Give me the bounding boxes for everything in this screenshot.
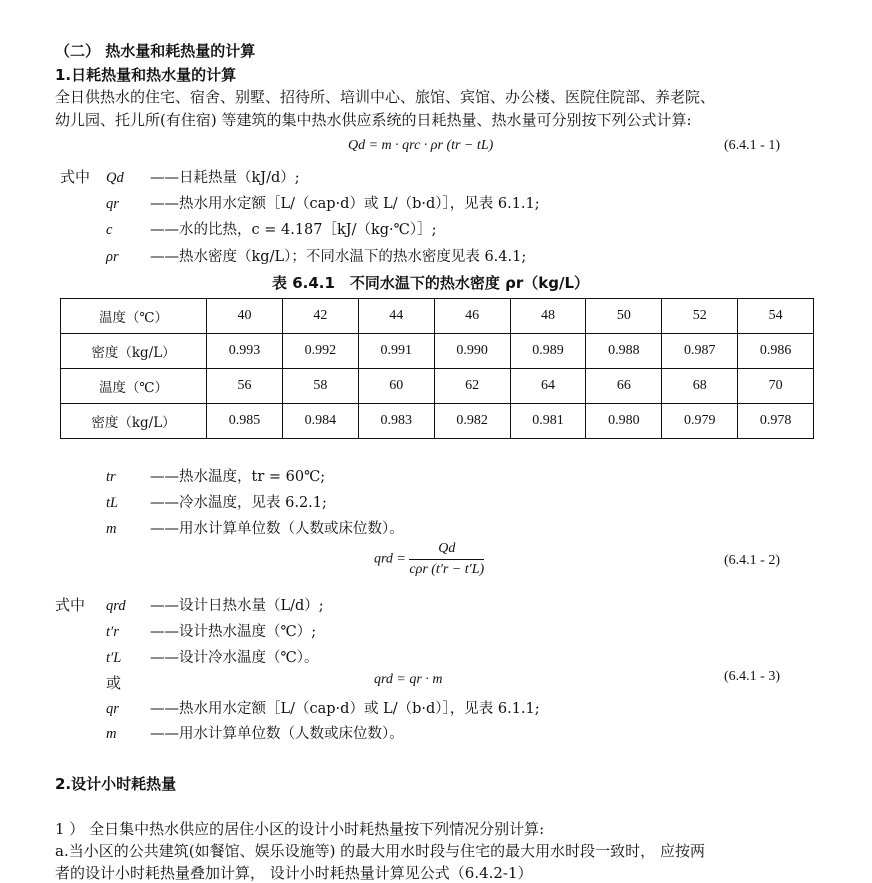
definition-row: tL ——冷水温度，见表 6.2.1;	[106, 495, 327, 511]
table-cell: 54	[738, 299, 814, 334]
table-cell: 50	[586, 299, 662, 334]
definition-row: t′r ——设计热水温度（℃）;	[106, 624, 317, 640]
paragraph-2-line-2: 者的设计小时耗热量叠加计算， 设计小时耗热量计算见公式（6.4.2-1）	[55, 864, 533, 882]
table-cell: 0.987	[662, 334, 738, 369]
formula-1: Qd = m · qrc · ρr (tr − tL)	[348, 138, 494, 153]
subsection-title-2: 2.设计小时耗热量	[55, 775, 177, 793]
equation-number-1: (6.4.1 - 1)	[724, 138, 780, 153]
table-cell: 0.992	[282, 334, 358, 369]
subsection-title-1: 1.日耗热量和热水量的计算	[55, 66, 237, 84]
equation-number-3: (6.4.1 - 3)	[724, 669, 780, 684]
table-row	[61, 369, 814, 404]
definition-row: m ——用水计算单位数（人数或床位数）。	[106, 521, 404, 537]
definition-row: c ——水的比热，c = 4.187［kJ/（kg·℃）］;	[106, 222, 437, 238]
formula-2: qrd = $\frac{Qd}{\text{cρr (t′r − t′L)}}$	[374, 541, 485, 577]
table-row	[61, 334, 814, 369]
definition-row: qr ——热水用水定额［L/（cap·d）或 L/（b·d）］，见表 6.1.1;	[106, 196, 540, 212]
intro-line-1: 全日供热水的住宅、宿舍、别墅、招待所、培训中心、旅馆、宾馆、办公楼、医院住院部、养老院、	[55, 88, 716, 106]
equation-number-2: (6.4.1 - 2)	[724, 553, 780, 568]
or-label: 或	[106, 674, 122, 692]
table-cell: 0.981	[510, 404, 586, 439]
table-cell: 44	[358, 299, 434, 334]
table-cell: 56	[207, 369, 283, 404]
table-cell: 0.989	[510, 334, 586, 369]
table-cell: 42	[282, 299, 358, 334]
definition-row: qrd ——设计日热水量（L/d）;	[106, 598, 324, 614]
table-cell: 0.990	[434, 334, 510, 369]
table-header-density: 密度（kg/L）	[61, 334, 207, 369]
table-cell: 0.980	[586, 404, 662, 439]
table-cell: 0.988	[586, 334, 662, 369]
definition-row: t′L ——设计冷水温度（℃）。	[106, 650, 319, 666]
table-cell: 0.978	[738, 404, 814, 439]
table-cell: 46	[434, 299, 510, 334]
table-header-density: 密度（kg/L）	[61, 404, 207, 439]
table-cell: 0.993	[207, 334, 283, 369]
table-row	[61, 404, 814, 439]
table-cell: 70	[738, 369, 814, 404]
table-cell: 0.979	[662, 404, 738, 439]
definition-row: ρr ——热水密度（kg/L）；不同水温下的热水密度见表 6.4.1;	[106, 249, 527, 265]
table-cell: 66	[586, 369, 662, 404]
density-table	[60, 298, 814, 439]
table-cell: 60	[358, 369, 434, 404]
intro-line-2: 幼儿园、托儿所(有住宿) 等建筑的集中热水供应系统的日耗热量、热水量可分别按下列公式计算:	[55, 111, 692, 129]
section-title: （二） 热水量和耗热量的计算	[55, 42, 256, 60]
table-cell: 0.982	[434, 404, 510, 439]
definition-row: Qd ——日耗热量（kJ/d）;	[106, 170, 300, 186]
table-cell: 52	[662, 299, 738, 334]
table-cell: 58	[282, 369, 358, 404]
table-title: 表 6.4.1 不同水温下的热水密度 ρr（kg/L）	[272, 274, 590, 292]
table-header-temperature: 温度（℃）	[61, 369, 207, 404]
table-cell: 64	[510, 369, 586, 404]
table-cell: 0.983	[358, 404, 434, 439]
paragraph-2-line-1: a.当小区的公共建筑(如餐馆、娱乐设施等) 的最大用水时段与住宅的最大用水时段一致时， 应按两	[55, 842, 705, 860]
table-cell: 40	[207, 299, 283, 334]
where-label-1: 式中	[60, 168, 91, 186]
paragraph-1: 1 ） 全日集中热水供应的居住小区的设计小时耗热量按下列情况分别计算:	[55, 820, 545, 838]
table-cell: 68	[662, 369, 738, 404]
formula-3: qrd = qr · m	[374, 672, 443, 687]
table-cell: 0.991	[358, 334, 434, 369]
table-cell: 48	[510, 299, 586, 334]
table-cell: 62	[434, 369, 510, 404]
definition-row: tr ——热水温度，tr = 60℃;	[106, 469, 326, 485]
table-header-temperature: 温度（℃）	[61, 299, 207, 334]
definition-row: qr ——热水用水定额［L/（cap·d）或 L/（b·d）］，见表 6.1.1;	[106, 701, 540, 717]
table-cell: 0.985	[207, 404, 283, 439]
where-label-2: 式中	[55, 596, 86, 614]
table-cell: 0.986	[738, 334, 814, 369]
table-cell: 0.984	[282, 404, 358, 439]
definition-row: m ——用水计算单位数（人数或床位数）。	[106, 726, 404, 742]
table-row	[61, 299, 814, 334]
